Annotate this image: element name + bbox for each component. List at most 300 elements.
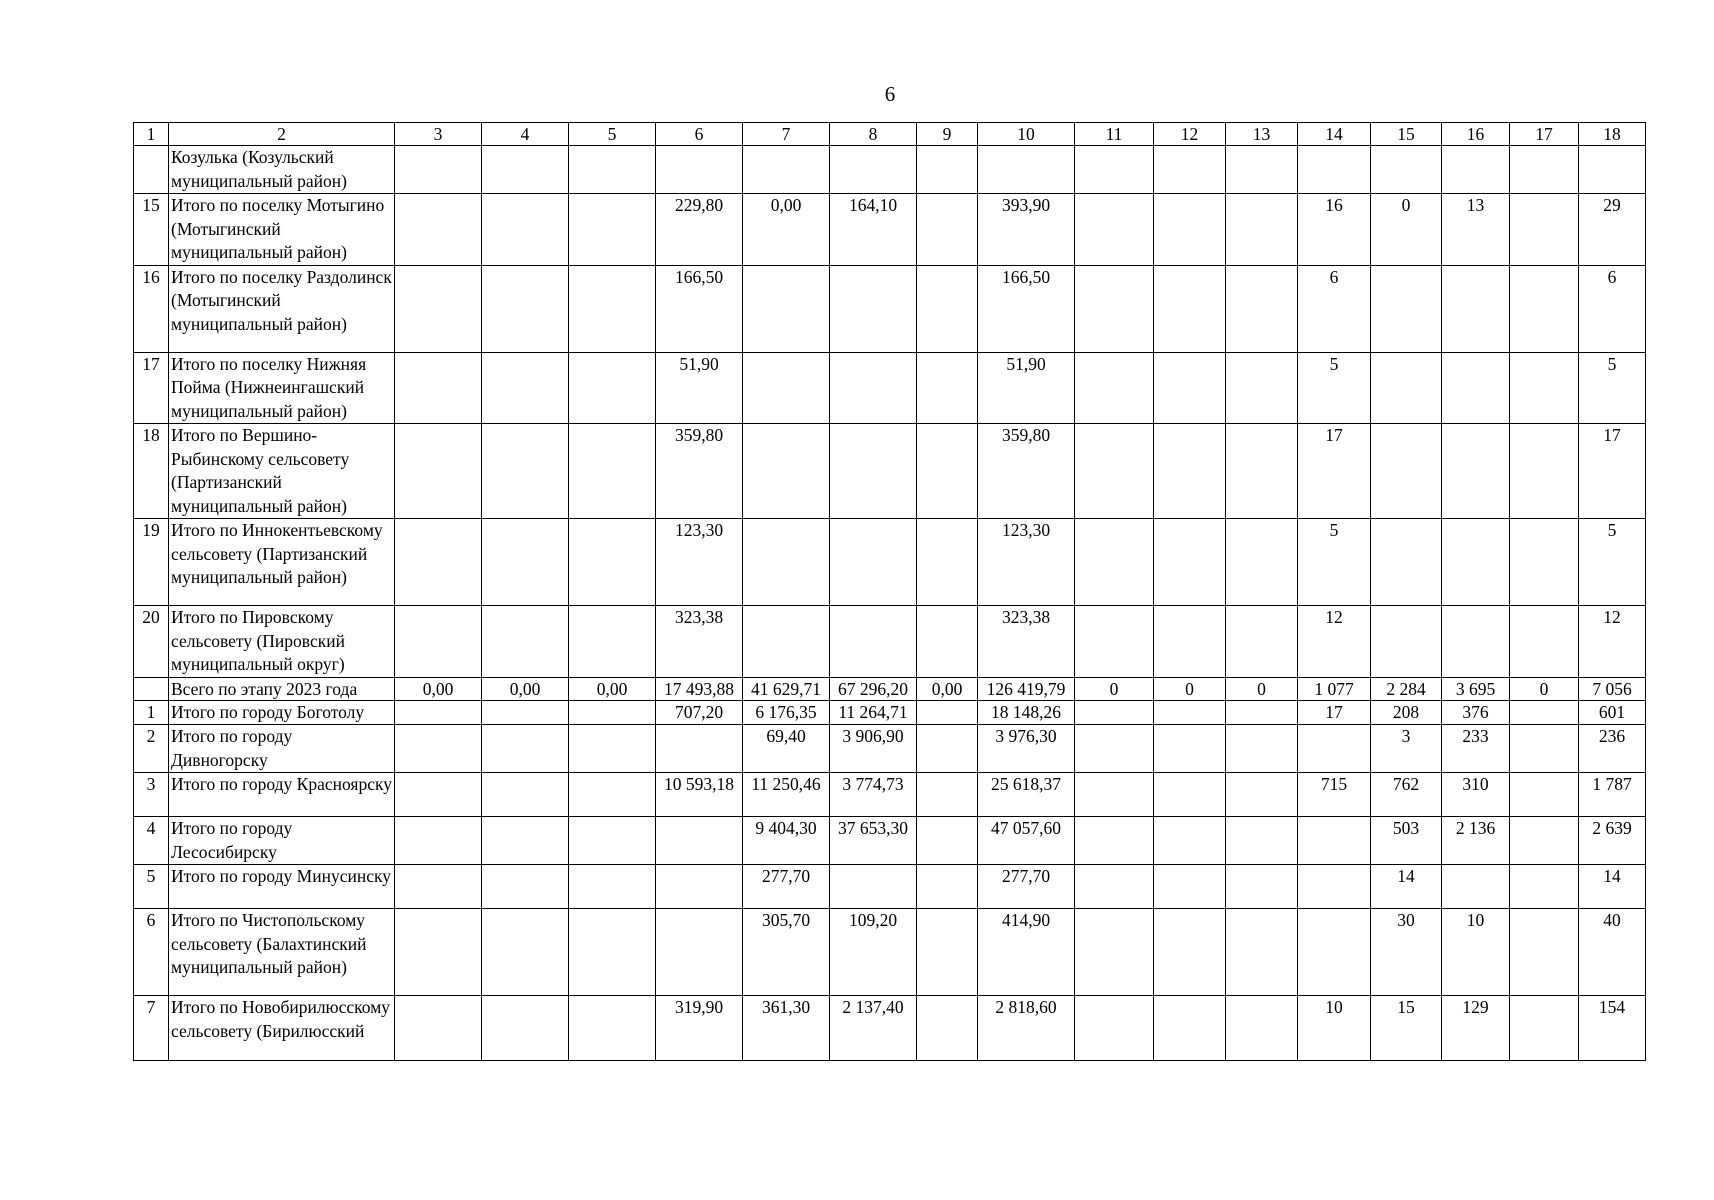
value-cell: [830, 146, 917, 194]
value-cell: 305,70: [743, 909, 830, 996]
value-cell: 69,40: [743, 725, 830, 773]
table-row: [134, 773, 1646, 817]
value-cell: [1510, 909, 1579, 996]
value-cell: [1510, 700, 1579, 725]
value-cell: [917, 194, 978, 266]
column-header: 12: [1154, 123, 1226, 146]
column-header: 5: [569, 123, 656, 146]
value-cell: [1154, 606, 1226, 678]
value-cell: [569, 606, 656, 678]
value-cell: [917, 519, 978, 606]
value-cell: [395, 606, 482, 678]
value-cell: [1226, 146, 1298, 194]
row-number-cell: 5: [134, 865, 169, 909]
value-cell: 0,00: [482, 677, 569, 700]
value-cell: [569, 773, 656, 817]
row-number-cell: 17: [134, 352, 169, 424]
value-cell: 12: [1298, 606, 1371, 678]
table-row: [134, 194, 1646, 266]
value-cell: 208: [1371, 700, 1442, 725]
value-cell: 359,80: [978, 424, 1075, 519]
value-cell: [1075, 265, 1154, 352]
data-table: [133, 122, 1646, 1061]
value-cell: [1510, 519, 1579, 606]
value-cell: [1154, 352, 1226, 424]
row-number-cell: 2: [134, 725, 169, 773]
row-name-cell: Итого по поселку Мотыгино (Мотыгинский муниципальный район): [169, 194, 395, 266]
value-cell: [482, 352, 569, 424]
value-cell: 0,00: [743, 194, 830, 266]
row-number-cell: 20: [134, 606, 169, 678]
value-cell: [569, 519, 656, 606]
column-header: 8: [830, 123, 917, 146]
row-name-cell: Козулька (Козульский муниципальный район): [169, 146, 395, 194]
value-cell: 359,80: [656, 424, 743, 519]
value-cell: [1154, 424, 1226, 519]
value-cell: [917, 996, 978, 1061]
value-cell: [1226, 865, 1298, 909]
value-cell: 109,20: [830, 909, 917, 996]
value-cell: [1075, 909, 1154, 996]
value-cell: [1226, 606, 1298, 678]
value-cell: 361,30: [743, 996, 830, 1061]
value-cell: [482, 265, 569, 352]
value-cell: 5: [1298, 519, 1371, 606]
column-header: 7: [743, 123, 830, 146]
value-cell: [1226, 194, 1298, 266]
value-cell: 16: [1298, 194, 1371, 266]
value-cell: [569, 909, 656, 996]
row-number-cell: 19: [134, 519, 169, 606]
table-row: [134, 146, 1646, 194]
value-cell: 37 653,30: [830, 817, 917, 865]
value-cell: 414,90: [978, 909, 1075, 996]
table-row: [134, 606, 1646, 678]
value-cell: [482, 773, 569, 817]
value-cell: [569, 424, 656, 519]
value-cell: [743, 352, 830, 424]
value-cell: [482, 865, 569, 909]
value-cell: 67 296,20: [830, 677, 917, 700]
value-cell: 6 176,35: [743, 700, 830, 725]
value-cell: [569, 996, 656, 1061]
value-cell: 11 264,71: [830, 700, 917, 725]
value-cell: 0,00: [395, 677, 482, 700]
table-row: [134, 996, 1646, 1061]
value-cell: [1075, 773, 1154, 817]
row-number-cell: 7: [134, 996, 169, 1061]
value-cell: [917, 865, 978, 909]
value-cell: 11 250,46: [743, 773, 830, 817]
value-cell: 236: [1579, 725, 1646, 773]
value-cell: [1226, 996, 1298, 1061]
value-cell: [395, 865, 482, 909]
value-cell: [395, 424, 482, 519]
table-row: [134, 265, 1646, 352]
value-cell: [569, 352, 656, 424]
value-cell: [1298, 817, 1371, 865]
value-cell: [1371, 424, 1442, 519]
value-cell: [830, 424, 917, 519]
value-cell: 277,70: [978, 865, 1075, 909]
value-cell: [482, 146, 569, 194]
value-cell: 10: [1442, 909, 1510, 996]
row-name-cell: Всего по этапу 2023 года: [169, 677, 395, 700]
value-cell: 0: [1510, 677, 1579, 700]
value-cell: [395, 773, 482, 817]
value-cell: 3: [1371, 725, 1442, 773]
table-header-row: [134, 123, 1646, 146]
value-cell: 707,20: [656, 700, 743, 725]
value-cell: [1510, 865, 1579, 909]
value-cell: [1371, 606, 1442, 678]
value-cell: [1154, 700, 1226, 725]
value-cell: [830, 352, 917, 424]
column-header: 4: [482, 123, 569, 146]
value-cell: [1075, 194, 1154, 266]
value-cell: 5: [1579, 519, 1646, 606]
value-cell: [1510, 725, 1579, 773]
row-name-cell: Итого по Вершино-Рыбинскому сельсовету (Партизанский муниципальный район): [169, 424, 395, 519]
value-cell: 123,30: [978, 519, 1075, 606]
value-cell: [395, 194, 482, 266]
table-row: [134, 817, 1646, 865]
value-cell: [743, 519, 830, 606]
value-cell: 30: [1371, 909, 1442, 996]
value-cell: [1226, 352, 1298, 424]
value-cell: [482, 519, 569, 606]
table-row: [134, 519, 1646, 606]
row-number-cell: 6: [134, 909, 169, 996]
value-cell: 166,50: [656, 265, 743, 352]
value-cell: 0: [1371, 194, 1442, 266]
value-cell: [1442, 352, 1510, 424]
column-header: 15: [1371, 123, 1442, 146]
value-cell: 3 695: [1442, 677, 1510, 700]
value-cell: [917, 352, 978, 424]
column-header: 3: [395, 123, 482, 146]
value-cell: 154: [1579, 996, 1646, 1061]
value-cell: 2 639: [1579, 817, 1646, 865]
value-cell: 17: [1298, 700, 1371, 725]
value-cell: [917, 146, 978, 194]
value-cell: 393,90: [978, 194, 1075, 266]
value-cell: [743, 606, 830, 678]
value-cell: [1226, 725, 1298, 773]
row-name-cell: Итого по городу Красноярску: [169, 773, 395, 817]
value-cell: [1154, 194, 1226, 266]
value-cell: [1226, 424, 1298, 519]
value-cell: [395, 265, 482, 352]
value-cell: [1510, 194, 1579, 266]
value-cell: 126 419,79: [978, 677, 1075, 700]
value-cell: [569, 146, 656, 194]
value-cell: [1075, 996, 1154, 1061]
table-row: [134, 352, 1646, 424]
column-header: 10: [978, 123, 1075, 146]
value-cell: [1226, 700, 1298, 725]
value-cell: 319,90: [656, 996, 743, 1061]
value-cell: 2 137,40: [830, 996, 917, 1061]
value-cell: [743, 424, 830, 519]
value-cell: [482, 606, 569, 678]
value-cell: [1154, 817, 1226, 865]
value-cell: [1226, 265, 1298, 352]
value-cell: [1154, 996, 1226, 1061]
value-cell: [917, 817, 978, 865]
value-cell: [917, 725, 978, 773]
value-cell: [569, 817, 656, 865]
value-cell: 3 906,90: [830, 725, 917, 773]
row-number-cell: 18: [134, 424, 169, 519]
value-cell: 166,50: [978, 265, 1075, 352]
value-cell: 13: [1442, 194, 1510, 266]
column-header: 13: [1226, 123, 1298, 146]
value-cell: 10 593,18: [656, 773, 743, 817]
value-cell: [1075, 352, 1154, 424]
column-header: 18: [1579, 123, 1646, 146]
value-cell: [1226, 773, 1298, 817]
value-cell: [1442, 865, 1510, 909]
value-cell: [917, 606, 978, 678]
value-cell: 0,00: [917, 677, 978, 700]
row-name-cell: Итого по Иннокентьевскому сельсовету (Партизанский муниципальный район): [169, 519, 395, 606]
value-cell: [656, 909, 743, 996]
value-cell: [917, 424, 978, 519]
value-cell: 51,90: [656, 352, 743, 424]
value-cell: 1 787: [1579, 773, 1646, 817]
value-cell: 229,80: [656, 194, 743, 266]
value-cell: [1371, 146, 1442, 194]
value-cell: 233: [1442, 725, 1510, 773]
value-cell: [743, 265, 830, 352]
value-cell: 5: [1298, 352, 1371, 424]
value-cell: 2 818,60: [978, 996, 1075, 1061]
value-cell: [1075, 865, 1154, 909]
value-cell: [482, 700, 569, 725]
column-header: 1: [134, 123, 169, 146]
value-cell: 164,10: [830, 194, 917, 266]
value-cell: [1510, 817, 1579, 865]
value-cell: [482, 909, 569, 996]
value-cell: [482, 725, 569, 773]
value-cell: 9 404,30: [743, 817, 830, 865]
value-cell: [917, 700, 978, 725]
total-row: [134, 677, 1646, 700]
value-cell: [1226, 519, 1298, 606]
column-header: 9: [917, 123, 978, 146]
value-cell: [1075, 817, 1154, 865]
value-cell: 17 493,88: [656, 677, 743, 700]
column-header: 16: [1442, 123, 1510, 146]
value-cell: [1075, 606, 1154, 678]
value-cell: [1579, 146, 1646, 194]
value-cell: [1154, 865, 1226, 909]
value-cell: [1442, 519, 1510, 606]
value-cell: 3 976,30: [978, 725, 1075, 773]
row-number-cell: 3: [134, 773, 169, 817]
row-name-cell: Итого по Чистопольскому сельсовету (Балахтинский муниципальный район): [169, 909, 395, 996]
value-cell: [482, 194, 569, 266]
value-cell: 5: [1579, 352, 1646, 424]
value-cell: [1075, 725, 1154, 773]
value-cell: 51,90: [978, 352, 1075, 424]
value-cell: 12: [1579, 606, 1646, 678]
value-cell: [1510, 996, 1579, 1061]
page-number: 6: [884, 82, 896, 106]
value-cell: 0: [1226, 677, 1298, 700]
value-cell: [830, 519, 917, 606]
value-cell: 7 056: [1579, 677, 1646, 700]
column-header: 17: [1510, 123, 1579, 146]
table-row: [134, 700, 1646, 725]
value-cell: [1075, 424, 1154, 519]
value-cell: 41 629,71: [743, 677, 830, 700]
value-cell: 376: [1442, 700, 1510, 725]
value-cell: [1510, 146, 1579, 194]
value-cell: [1510, 352, 1579, 424]
value-cell: 2 284: [1371, 677, 1442, 700]
value-cell: [1510, 265, 1579, 352]
row-name-cell: Итого по городу Минусинску: [169, 865, 395, 909]
value-cell: [1442, 606, 1510, 678]
value-cell: [395, 519, 482, 606]
value-cell: [1442, 424, 1510, 519]
row-number-cell: [134, 677, 169, 700]
table-row: [134, 424, 1646, 519]
value-cell: [482, 817, 569, 865]
value-cell: [1298, 909, 1371, 996]
value-cell: [569, 265, 656, 352]
value-cell: [395, 700, 482, 725]
value-cell: [395, 725, 482, 773]
value-cell: [830, 865, 917, 909]
value-cell: [569, 700, 656, 725]
value-cell: [569, 194, 656, 266]
table-row: [134, 865, 1646, 909]
row-number-cell: 15: [134, 194, 169, 266]
value-cell: [395, 146, 482, 194]
value-cell: [830, 265, 917, 352]
value-cell: 123,30: [656, 519, 743, 606]
value-cell: 25 618,37: [978, 773, 1075, 817]
value-cell: [1226, 817, 1298, 865]
value-cell: 0: [1154, 677, 1226, 700]
value-cell: [1442, 146, 1510, 194]
value-cell: [1154, 773, 1226, 817]
value-cell: 14: [1371, 865, 1442, 909]
value-cell: [656, 865, 743, 909]
value-cell: [917, 773, 978, 817]
value-cell: 17: [1579, 424, 1646, 519]
value-cell: [1298, 146, 1371, 194]
value-cell: [1371, 519, 1442, 606]
value-cell: [1298, 865, 1371, 909]
value-cell: [1154, 146, 1226, 194]
value-cell: [1442, 265, 1510, 352]
value-cell: [917, 909, 978, 996]
row-number-cell: 16: [134, 265, 169, 352]
value-cell: [482, 996, 569, 1061]
value-cell: 6: [1579, 265, 1646, 352]
value-cell: [395, 996, 482, 1061]
row-number-cell: 1: [134, 700, 169, 725]
value-cell: [1510, 773, 1579, 817]
value-cell: [656, 817, 743, 865]
value-cell: [1226, 909, 1298, 996]
value-cell: [569, 865, 656, 909]
value-cell: 29: [1579, 194, 1646, 266]
value-cell: 277,70: [743, 865, 830, 909]
value-cell: [1154, 725, 1226, 773]
value-cell: [395, 352, 482, 424]
value-cell: 10: [1298, 996, 1371, 1061]
value-cell: [830, 606, 917, 678]
column-header: 11: [1075, 123, 1154, 146]
value-cell: [1154, 909, 1226, 996]
value-cell: 323,38: [978, 606, 1075, 678]
value-cell: [1075, 519, 1154, 606]
value-cell: 3 774,73: [830, 773, 917, 817]
value-cell: [1371, 352, 1442, 424]
value-cell: 503: [1371, 817, 1442, 865]
value-cell: [1075, 146, 1154, 194]
value-cell: [1510, 424, 1579, 519]
value-cell: 715: [1298, 773, 1371, 817]
value-cell: 14: [1579, 865, 1646, 909]
value-cell: [656, 146, 743, 194]
value-cell: [1075, 700, 1154, 725]
value-cell: [395, 909, 482, 996]
value-cell: 762: [1371, 773, 1442, 817]
value-cell: 601: [1579, 700, 1646, 725]
value-cell: 0: [1075, 677, 1154, 700]
value-cell: 17: [1298, 424, 1371, 519]
value-cell: 6: [1298, 265, 1371, 352]
value-cell: [1154, 519, 1226, 606]
value-cell: 129: [1442, 996, 1510, 1061]
value-cell: 18 148,26: [978, 700, 1075, 725]
value-cell: 40: [1579, 909, 1646, 996]
value-cell: 47 057,60: [978, 817, 1075, 865]
row-name-cell: Итого по Пировскому сельсовету (Пировский муниципальный округ): [169, 606, 395, 678]
value-cell: 1 077: [1298, 677, 1371, 700]
row-number-cell: [134, 146, 169, 194]
value-cell: [656, 725, 743, 773]
table-row: [134, 909, 1646, 996]
value-cell: [395, 817, 482, 865]
column-header: 2: [169, 123, 395, 146]
value-cell: 15: [1371, 996, 1442, 1061]
value-cell: [569, 725, 656, 773]
value-cell: [1371, 265, 1442, 352]
column-header: 14: [1298, 123, 1371, 146]
row-name-cell: Итого по городу Лесосибирску: [169, 817, 395, 865]
value-cell: [482, 424, 569, 519]
table-row: [134, 725, 1646, 773]
value-cell: 0,00: [569, 677, 656, 700]
row-number-cell: 4: [134, 817, 169, 865]
row-name-cell: Итого по городу Боготолу: [169, 700, 395, 725]
value-cell: [1510, 606, 1579, 678]
row-name-cell: Итого по поселку Нижняя Пойма (Нижнеингашский муниципальный район): [169, 352, 395, 424]
row-name-cell: Итого по городу Дивногорску: [169, 725, 395, 773]
value-cell: [743, 146, 830, 194]
value-cell: [1154, 265, 1226, 352]
row-name-cell: Итого по Новобирилюсскому сельсовету (Бирилюсский: [169, 996, 395, 1061]
value-cell: [1298, 725, 1371, 773]
column-header: 6: [656, 123, 743, 146]
